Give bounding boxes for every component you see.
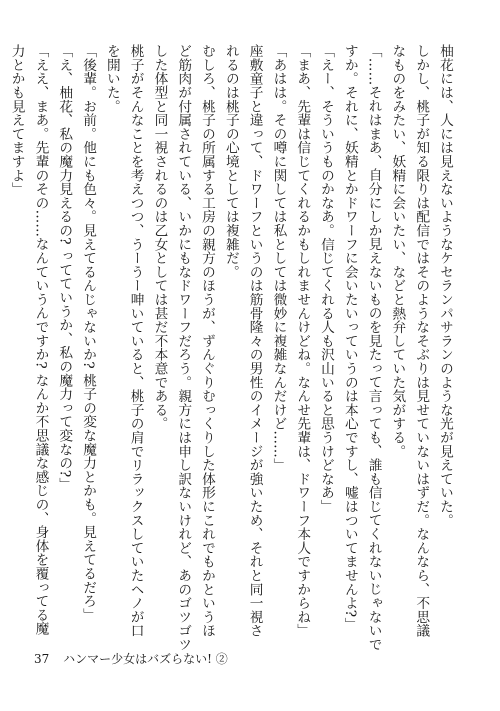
text-line: 桃子がそんなことを考えつつ、うーうー呻いていると、桃子の肩でリラックスしていたヘノが口 (127, 44, 144, 638)
text-line: むしろ、桃子の所属する工房の親方のほうが、ずんぐりむっくりした体形にこれでもかというほ (199, 44, 216, 638)
text-line: なものをみたい、妖精に会いたい、などと熱弁していた気がする。 (389, 44, 406, 458)
text-line: 「……それはまあ、自分にしか見えないものを見たって言っても、誰も信じてくれないじゃないで (365, 44, 382, 652)
book-title: ハンマー少女はバズらない! ② (63, 652, 228, 666)
vertical-text-body (8, 44, 456, 652)
text-line: ど筋肉が付属されている、いかにもなドワーフだろう。親方には申し訳ないけれど、あのゴツゴツ (175, 44, 192, 652)
text-line: 「あはは。その噂に関しては私としては微妙に複雑なんだけど……」 (270, 44, 287, 472)
text-line: 「まあ、先輩は信じてくれるかもしれませんけどね。なんせ先輩は、ドワーフ本人ですからね」 (294, 44, 311, 638)
text-line: 力とかも見えてますよ」 (8, 44, 25, 196)
text-line: しかし、桃子が知る限りは配信ではそのようなそぶりは見せていないはずだ。なんなら、不思議 (413, 44, 430, 638)
text-line: を開いた。 (103, 44, 120, 113)
text-line: 柚花には、人には見えないようなケセランパサランのような光が見えていた。 (437, 44, 453, 527)
page-number: 37 (34, 652, 50, 666)
text-line: れるのは桃子の心境としては複雑だ。 (222, 44, 239, 279)
page-footer (34, 652, 228, 666)
text-line: 「えー、そういうものかなあ。信じてくれる人も沢山いると思うけどなあ」 (318, 44, 335, 514)
text-line: 座敷童子と違って、ドワーフというのは筋骨隆々の男性のイメージが強いため、それと同一視さ (246, 44, 263, 638)
text-line: 「後輩。お前。他にも色々。見えてるんじゃないか? 桃子の変な魔力とかも。見えてるだろ」 (80, 44, 97, 622)
text-line: すか。それに、妖精とかドワーフに会いたいっていうのは本心ですし、嘘はついてませんよ?」 (341, 44, 358, 632)
text-line: した体型と同一視されるのは乙女としては甚だ不本意である。 (151, 44, 168, 431)
text-line: 「え、柚花、私の魔力見えるの? ってていうか、私の魔力って変なの?」 (56, 44, 73, 492)
text-line: 「ええ、まあ。先輩のその……なんていうんですか? なんか不思議な感じの、身体を覆ってる魔 (32, 44, 49, 636)
